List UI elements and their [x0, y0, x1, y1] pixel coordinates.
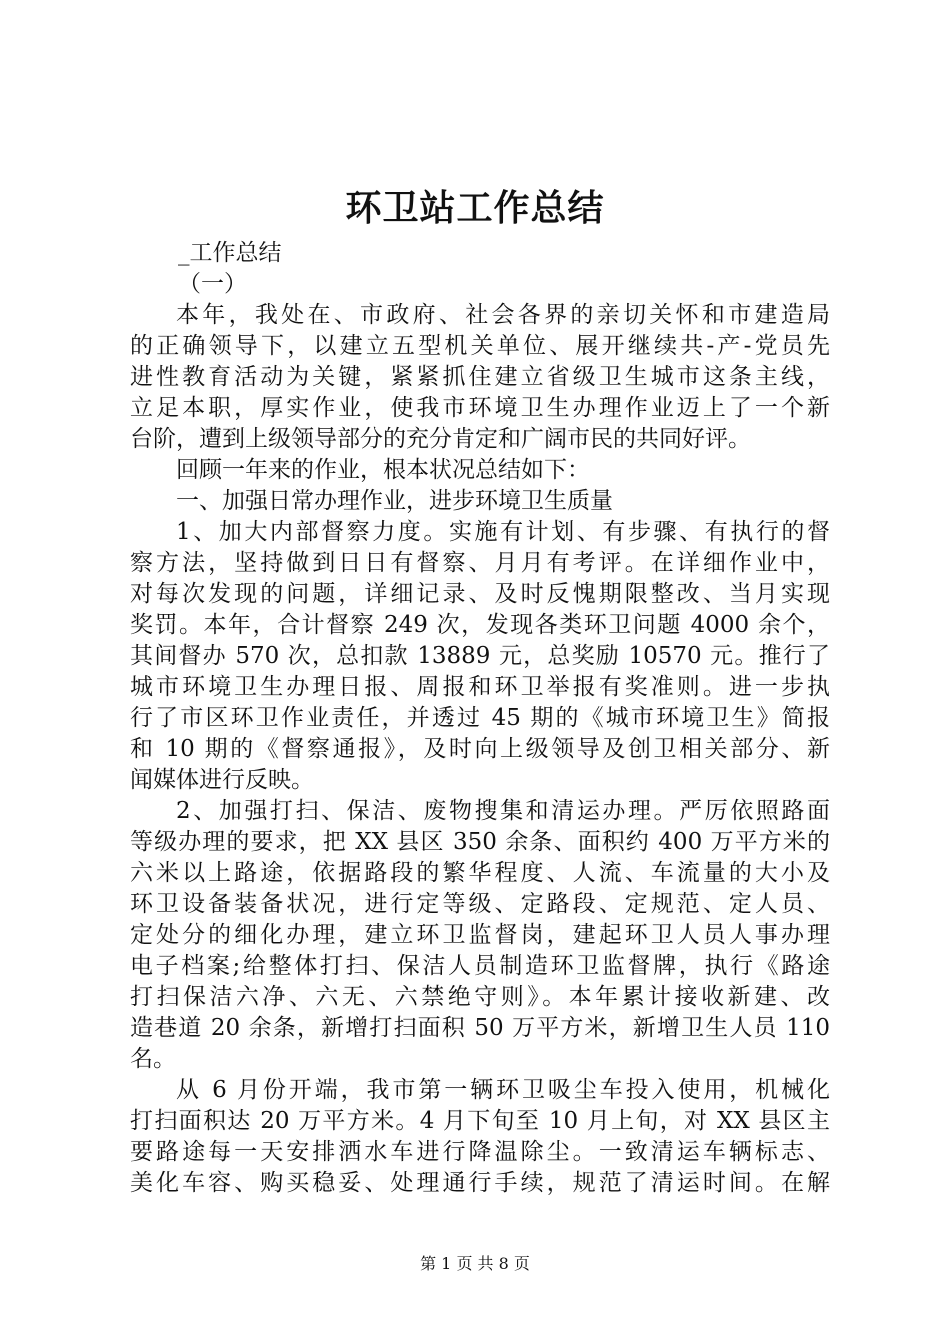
- text-line: 六米以上路途，依据路段的繁华程度、人流、车流量的大小及: [130, 860, 830, 886]
- section-heading: 一、加强日常办理作业，进步环境卫生质量: [176, 488, 613, 514]
- document-body: [130, 238, 830, 1199]
- text-line: 立足本职，厚实作业，使我市环境卫生办理作业迈上了一个新: [130, 395, 830, 421]
- text-line: 电子档案;给整体打扫、保洁人员制造环卫监督牌，执行《路途: [130, 953, 830, 979]
- text-line: 造巷道 20 余条，新增打扫面积 50 万平方米，新增卫生人员 110: [130, 1015, 830, 1041]
- text-line: 1、加大内部督察力度。实施有计划、有步骤、有执行的督: [176, 519, 830, 545]
- text-line: 要路途每一天安排洒水车进行降温除尘。一致清运车辆标志、: [130, 1139, 830, 1165]
- text-line: 美化车容、购买稳妥、处理通行手续，规范了清运时间。在解: [130, 1170, 830, 1196]
- text-line: 其间督办 570 次，总扣款 13889 元，总奖励 10570 元。推行了: [130, 643, 830, 669]
- text-line: 回顾一年来的作业，根本状况总结如下：: [176, 457, 590, 483]
- text-line: 奖罚。本年，合计督察 249 次，发现各类环卫问题 4000 余个，: [130, 612, 830, 638]
- text-line: 进性教育活动为关键，紧紧抓住建立省级卫生城市这条主线，: [130, 364, 830, 390]
- text-line: 等级办理的要求，把 XX 县区 350 余条、面积约 400 万平方米的: [130, 829, 830, 855]
- text-line: 和 10 期的《督察通报》，及时向上级领导及创卫相关部分、新: [130, 736, 830, 762]
- text-line: 名。: [130, 1046, 176, 1072]
- text-line: 环卫设备装备状况，进行定等级、定路段、定规范、定人员、: [130, 891, 830, 917]
- text-line: 对每次发现的问题，详细记录、及时反愧期限整改、当月实现: [130, 581, 830, 607]
- text-line: 定处分的细化办理，建立环卫监督岗，建起环卫人员人事办理: [130, 922, 830, 948]
- text-line: 的正确领导下，以建立五型机关单位、展开继续共-产-党员先: [130, 333, 830, 359]
- text-line: 闻媒体进行反映。: [130, 767, 314, 793]
- text-line: 行了市区环卫作业责任，并透过 45 期的《城市环境卫生》简报: [130, 705, 830, 731]
- text-line: 台阶，遭到上级领导部分的充分肯定和广阔市民的共同好评。: [130, 426, 751, 452]
- text-line: 打扫保洁六净、六无、六禁绝守则》。本年累计接收新建、改: [130, 984, 830, 1010]
- text-line: _工作总结: [178, 240, 282, 266]
- text-line: 打扫面积达 20 万平方米。4 月下旬至 10 月上旬，对 XX 县区主: [130, 1108, 830, 1134]
- text-line: 察方法，坚持做到日日有督察、月月有考评。在详细作业中，: [130, 550, 830, 576]
- text-line: （一）: [178, 271, 247, 297]
- page-footer: 第 1 页 共 8 页: [420, 1254, 530, 1273]
- text-line: 从 6 月份开端，我市第一辆环卫吸尘车投入使用，机械化: [176, 1077, 830, 1103]
- text-line: 城市环境卫生办理日报、周报和环卫举报有奖准则。进一步执: [130, 674, 830, 700]
- text-line: 本年，我处在、市政府、社会各界的亲切关怀和市建造局: [176, 302, 830, 328]
- text-line: 2、加强打扫、保洁、废物搜集和清运办理。严厉依照路面: [176, 798, 830, 824]
- document-title: 环卫站工作总结: [345, 187, 605, 229]
